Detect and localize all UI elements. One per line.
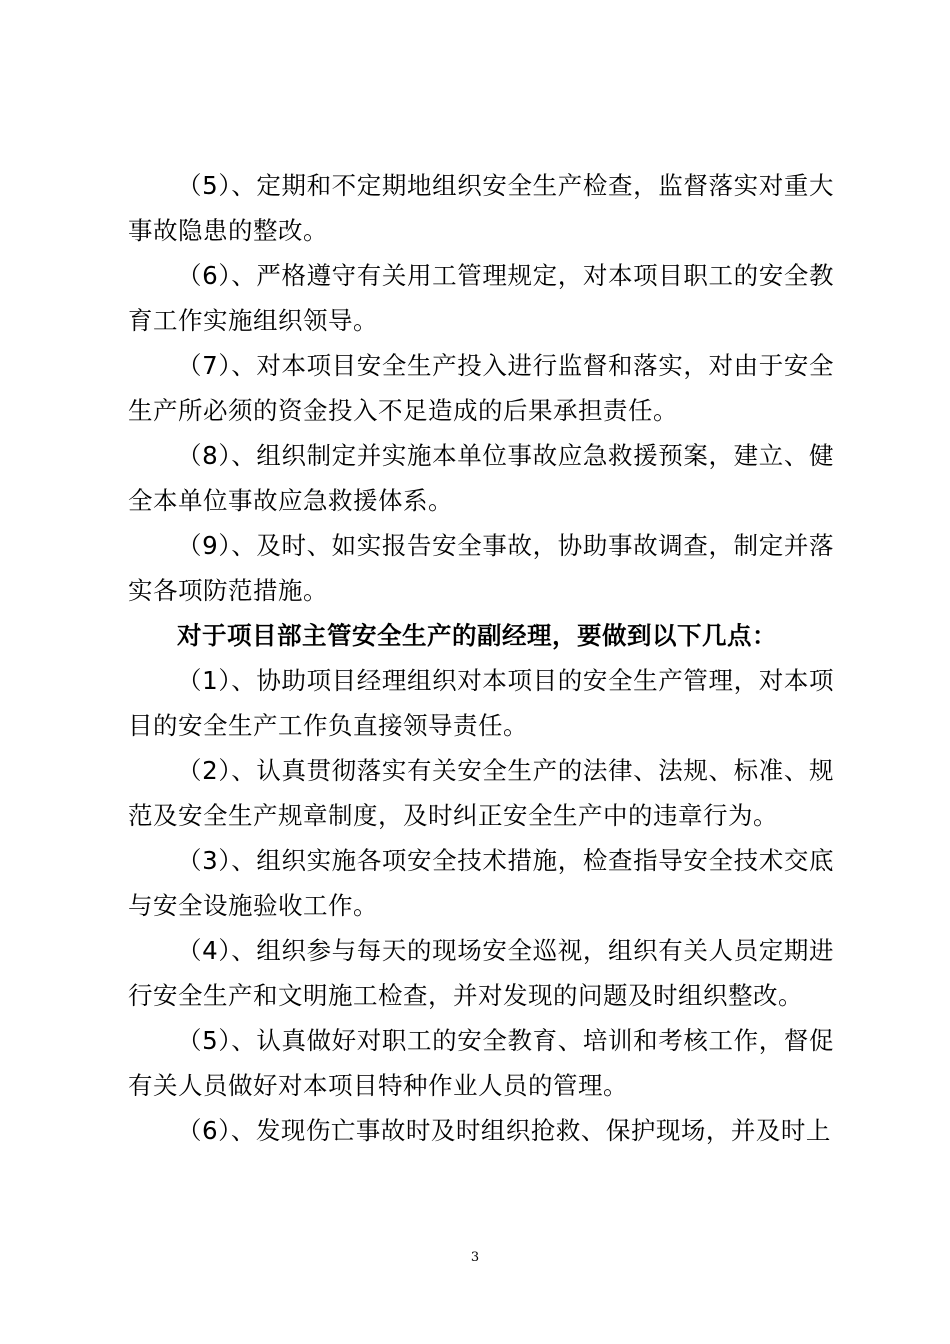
paragraph-duty-5: （5）、定期和不定期地组织安全生产检查，监督落实对重大事故隐患的整改。	[128, 171, 834, 245]
paragraph-deputy-duty-4: （4）、组织参与每天的现场安全巡视，组织有关人员定期进行安全生产和文明施工检查，并对发现的问题及时组织整改。	[128, 936, 834, 1010]
paragraph-deputy-duty-2: （2）、认真贯彻落实有关安全生产的法律、法规、标准、规范及安全生产规章制度，及时纠正安全生产中的违章行为。	[128, 756, 834, 830]
paragraph-deputy-duty-1: （1）、协助项目经理组织对本项目的安全生产管理，对本项目的安全生产工作负直接领导责任。	[128, 666, 834, 740]
paragraph-deputy-duty-3: （3）、组织实施各项安全技术措施，检查指导安全技术交底与安全设施验收工作。	[128, 846, 834, 920]
paragraph-deputy-duty-6: （6）、发现伤亡事故时及时组织抢救、保护现场，并及时上	[177, 1116, 831, 1145]
page-number: 3	[470, 1250, 480, 1265]
paragraph-duty-8: （8）、组织制定并实施本单位事故应急救援预案，建立、健全本单位事故应急救援体系。	[128, 441, 834, 515]
paragraph-duty-7: （7）、对本项目安全生产投入进行监督和落实，对由于安全生产所必须的资金投入不足造成的后果承担责任。	[128, 351, 834, 425]
document-body	[128, 163, 834, 1153]
paragraph-deputy-duty-5: （5）、认真做好对职工的安全教育、培训和考核工作，督促有关人员做好对本项目特种作业人员的管理。	[128, 1026, 834, 1100]
paragraph-duty-6: （6）、严格遵守有关用工管理规定，对本项目职工的安全教育工作实施组织领导。	[128, 261, 834, 335]
section-heading-deputy-manager: 对于项目部主管安全生产的副经理，要做到以下几点：	[177, 621, 777, 650]
paragraph-duty-9: （9）、及时、如实报告安全事故，协助事故调查，制定并落实各项防范措施。	[128, 531, 834, 605]
